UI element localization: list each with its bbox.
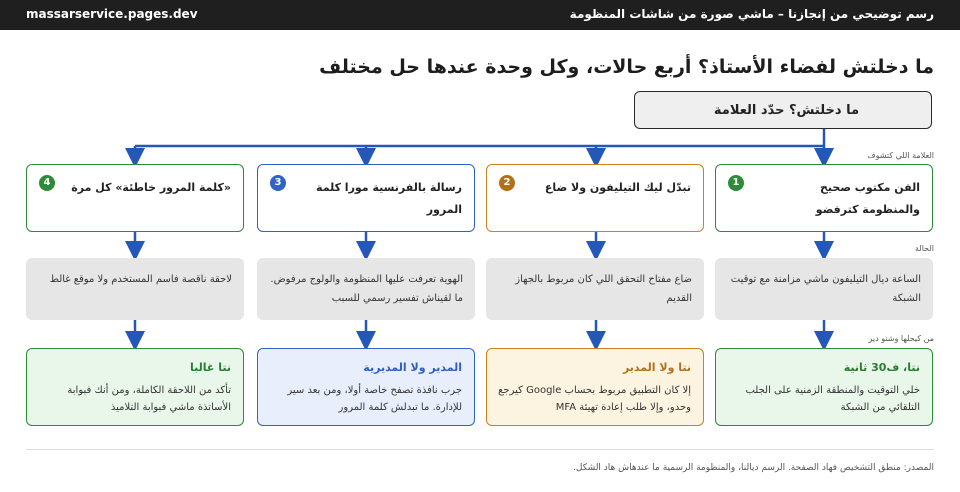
case-2-state: ضاع مفتاح التحقق اللي كان مربوط بالجهاز القديم [515, 274, 692, 304]
footer-divider [26, 449, 934, 450]
case-3-fix-box [257, 348, 475, 426]
case-4-number-badge: 4 [39, 175, 55, 191]
case-3-fix-heading: المدير ولا المديرية [363, 361, 462, 374]
case-3-state: الهوية تعرفت عليها المنظومة والولوج مرفوض. ما لقيناش تفسير رسمي للسبب [270, 274, 463, 304]
case-1-symptom-box [715, 164, 933, 232]
case-1-symptom: الفن مكتوب صحيح والمنظومة كترفضو [815, 181, 920, 216]
case-4-fix-heading: نتا غالبا [190, 361, 231, 374]
case-3-number-badge: 3 [270, 175, 286, 191]
case-1-fix-box [715, 348, 933, 426]
root-question-box [634, 91, 932, 129]
case-4-symptom: «كلمة المرور خاطئة» كل مرة [71, 181, 231, 194]
case-3-state-box [257, 258, 475, 320]
case-1-state: الساعة ديال التيليفون ماشي مزامنة مع توقيت الشبكة [730, 274, 921, 304]
case-3-fix-text: جرب نافذة تصفح خاصة أولا، ومن بعد سير للإدارة. ما تبدلش كلمة المرور [287, 385, 462, 413]
case-2-state-box [486, 258, 704, 320]
case-2-fix-box [486, 348, 704, 426]
case-1-fix-heading: نتا، ف30 ثانية [843, 361, 920, 374]
case-1-number-badge: 1 [728, 175, 744, 191]
source-note: المصدر: منطق التشخيص فهاد الصفحة. الرسم ديالنا، والمنظومة الرسمية ما عندهاش هاد الشكل. [573, 463, 934, 473]
case-4-fix-box [26, 348, 244, 426]
case-4-symptom-box [26, 164, 244, 232]
case-3-symptom: رسالة بالفرنسية مورا كلمة المرور [316, 181, 462, 216]
figure-caption: رسم توضيحي من إنجازنا – ماشي صورة من شاشات المنظومة [569, 7, 934, 21]
case-2-symptom: تبدّل ليك التيليفون ولا ضاع [544, 181, 691, 194]
case-2-fix-heading: نتا ولا المدير [622, 361, 691, 374]
case-3-symptom-box [257, 164, 475, 232]
case-4-fix-text: تأكد من اللاحقة الكاملة، ومن أنك فبوابة الأساتذة ماشي فبوابة التلاميذ [67, 385, 231, 413]
row-label-symptom: العلامة اللي كتشوف [867, 151, 934, 160]
case-2-number-badge: 2 [499, 175, 515, 191]
case-2-fix-text: إلا كان التطبيق مربوط بحساب Google كيرجع وحدو، وإلا طلب إعادة تهيئة MFA [498, 385, 691, 413]
row-label-state: الحالة [915, 244, 934, 253]
site-name[interactable]: massarservice.pages.dev [26, 7, 198, 21]
case-2-symptom-box [486, 164, 704, 232]
case-1-state-box [715, 258, 933, 320]
row-label-fix: من كيحلها وشنو دير [868, 334, 934, 343]
case-1-fix-text: خلي التوقيت والمنطقة الزمنية على الجلب التلقائي من الشبكة [745, 385, 920, 413]
diagram-title: ما دخلتش لفضاء الأستاذ؟ أربع حالات، وكل وحدة عندها حل مختلف [319, 56, 934, 78]
root-label: ما دخلتش؟ حدّد العلامة [713, 103, 859, 118]
case-4-state-box [26, 258, 244, 320]
case-4-state: لاحقة ناقصة فاسم المستخدم ولا موقع غالط [49, 274, 232, 285]
